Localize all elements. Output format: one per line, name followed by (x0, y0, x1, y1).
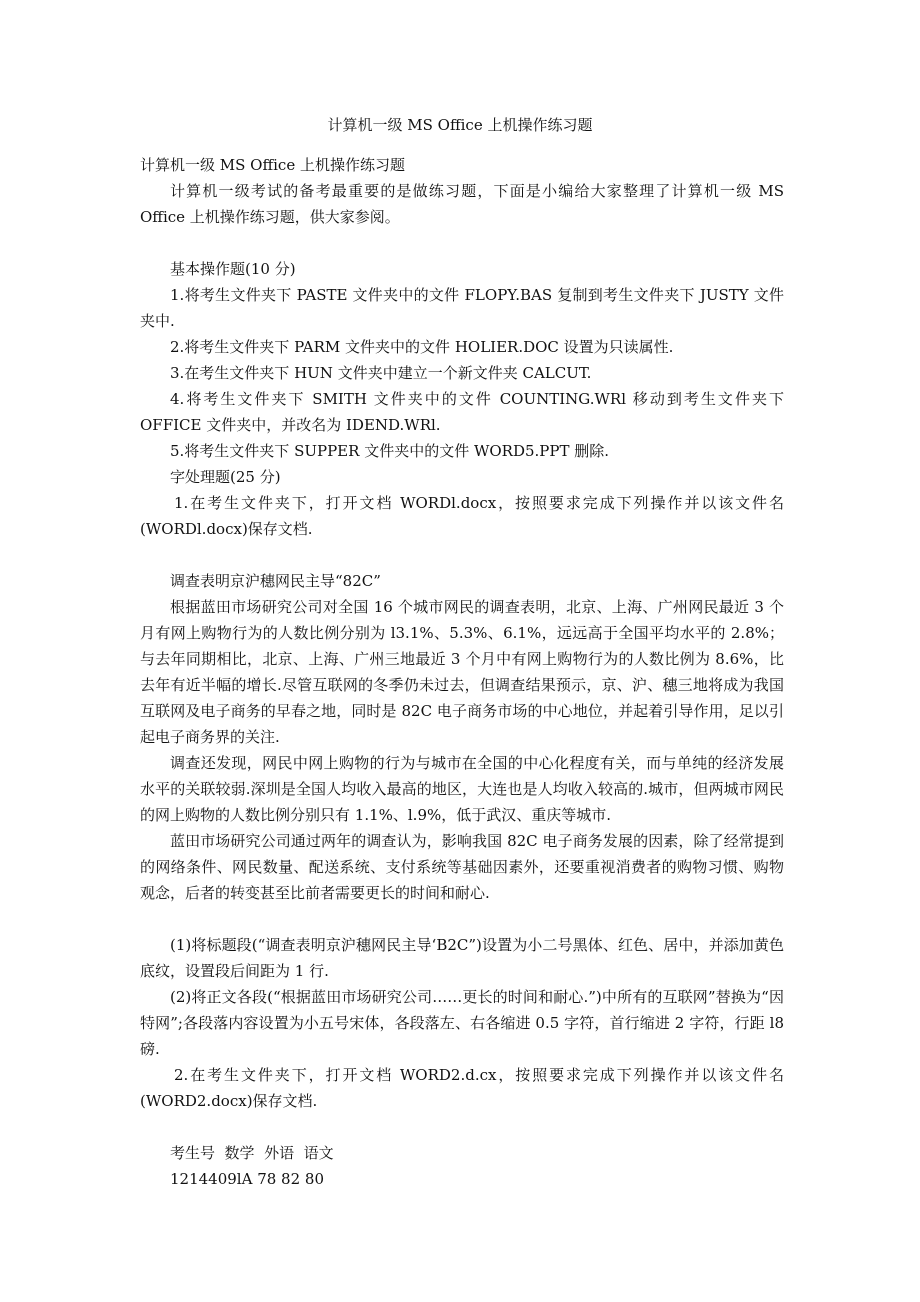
basic-heading: 基本操作题(10 分) (170, 260, 296, 278)
table-header: 考生号 数学 外语 语文 (170, 1144, 334, 1162)
format-task-2: (2)将正文各段(“根据蓝田市场研究公司……更长的时间和耐心.”)中所有的互联网”替换为“因特网”;各段落内容设置为小五号宋体，各段落左、右各缩进 0.5 字符，首行缩进 2 字符，行距 l8 磅. (140, 988, 784, 1058)
document-title: 计算机一级 MS Office 上机操作练习题 (327, 116, 593, 134)
article-paragraph-3: 蓝田市场研究公司通过两年的调查认为，影响我国 82C 电子商务发展的因素，除了经常提到的网络条件、网民数量、配送系统、支付系统等基础因素外，还要重视消费者的购物习惯、购物观念，后者的转变甚至比前者需要更长的时间和耐心. (140, 832, 784, 902)
word-task-2: 2.在考生文件夹下，打开文档 WORD2.d.cx，按照要求完成下列操作并以该文件名(WORD2.docx)保存文档. (140, 1066, 784, 1110)
intro-paragraph: 计算机一级考试的备考最重要的是做练习题，下面是小编给大家整理了计算机一级 MS Office 上机操作练习题，供大家参阅。 (140, 182, 784, 226)
basic-item-4: 4.将考生文件夹下 SMITH 文件夹中的文件 COUNTING.WRl 移动到考生文件夹下 OFFICE 文件夹中，并改名为 IDEND.WRl. (140, 390, 784, 434)
format-task-1: (1)将标题段(“调查表明京沪穗网民主导‘B2C”)设置为小二号黑体、红色、居中，并添加黄色底纹，设置段后间距为 1 行. (140, 936, 784, 980)
basic-item-1: 1.将考生文件夹下 PASTE 文件夹中的文件 FLOPY.BAS 复制到考生文件夹下 JUSTY 文件夹中. (140, 286, 784, 330)
basic-item-5: 5.将考生文件夹下 SUPPER 文件夹中的文件 WORD5.PPT 删除. (170, 442, 610, 460)
article-paragraph-1: 根据蓝田市场研究公司对全国 16 个城市网民的调查表明，北京、上海、广州网民最近 3 个月有网上购物行为的人数比例分别为 l3.1%、5.3%、6.1%，远远高于全国平均水平的 2.8%；与去年同期相比，北京、上海、广州三地最近 3 个月中有网上购物行为的人数比例为 8.6%，比去年有近半幅的增长.尽管互联网的冬季仍未过去，但调查结果预示，京、沪、穗三地将成为我国互联网及电子商务的早春之地，同时是 82C 电子商务市场的中心地位，并起着引导作用，足以引起电子商务界的关注. (140, 598, 784, 746)
word-heading: 字处理题(25 分) (170, 468, 281, 486)
basic-item-2: 2.将考生文件夹下 PARM 文件夹中的文件 HOLIER.DOC 设置为只读属性. (170, 338, 674, 356)
word-task-1: 1.在考生文件夹下，打开文档 WORDl.docx，按照要求完成下列操作并以该文件名(WORDl.docx)保存文档. (140, 494, 784, 538)
article-paragraph-2: 调查还发现，网民中网上购物的行为与城市在全国的中心化程度有关，而与单纯的经济发展水平的关联较弱.深圳是全国人均收入最高的地区，大连也是人均收入较高的.城市，但两城市网民的网上购物的人数比例分别只有 1.1%、l.9%，低于武汉、重庆等城市. (140, 754, 784, 824)
subtitle: 计算机一级 MS Office 上机操作练习题 (140, 156, 405, 174)
article-title: 调查表明京沪穗网民主导“82C” (170, 572, 381, 590)
table-row: 1214409lA 78 82 80 (170, 1170, 324, 1188)
basic-item-3: 3.在考生文件夹下 HUN 文件夹中建立一个新文件夹 CALCUT. (170, 364, 592, 382)
